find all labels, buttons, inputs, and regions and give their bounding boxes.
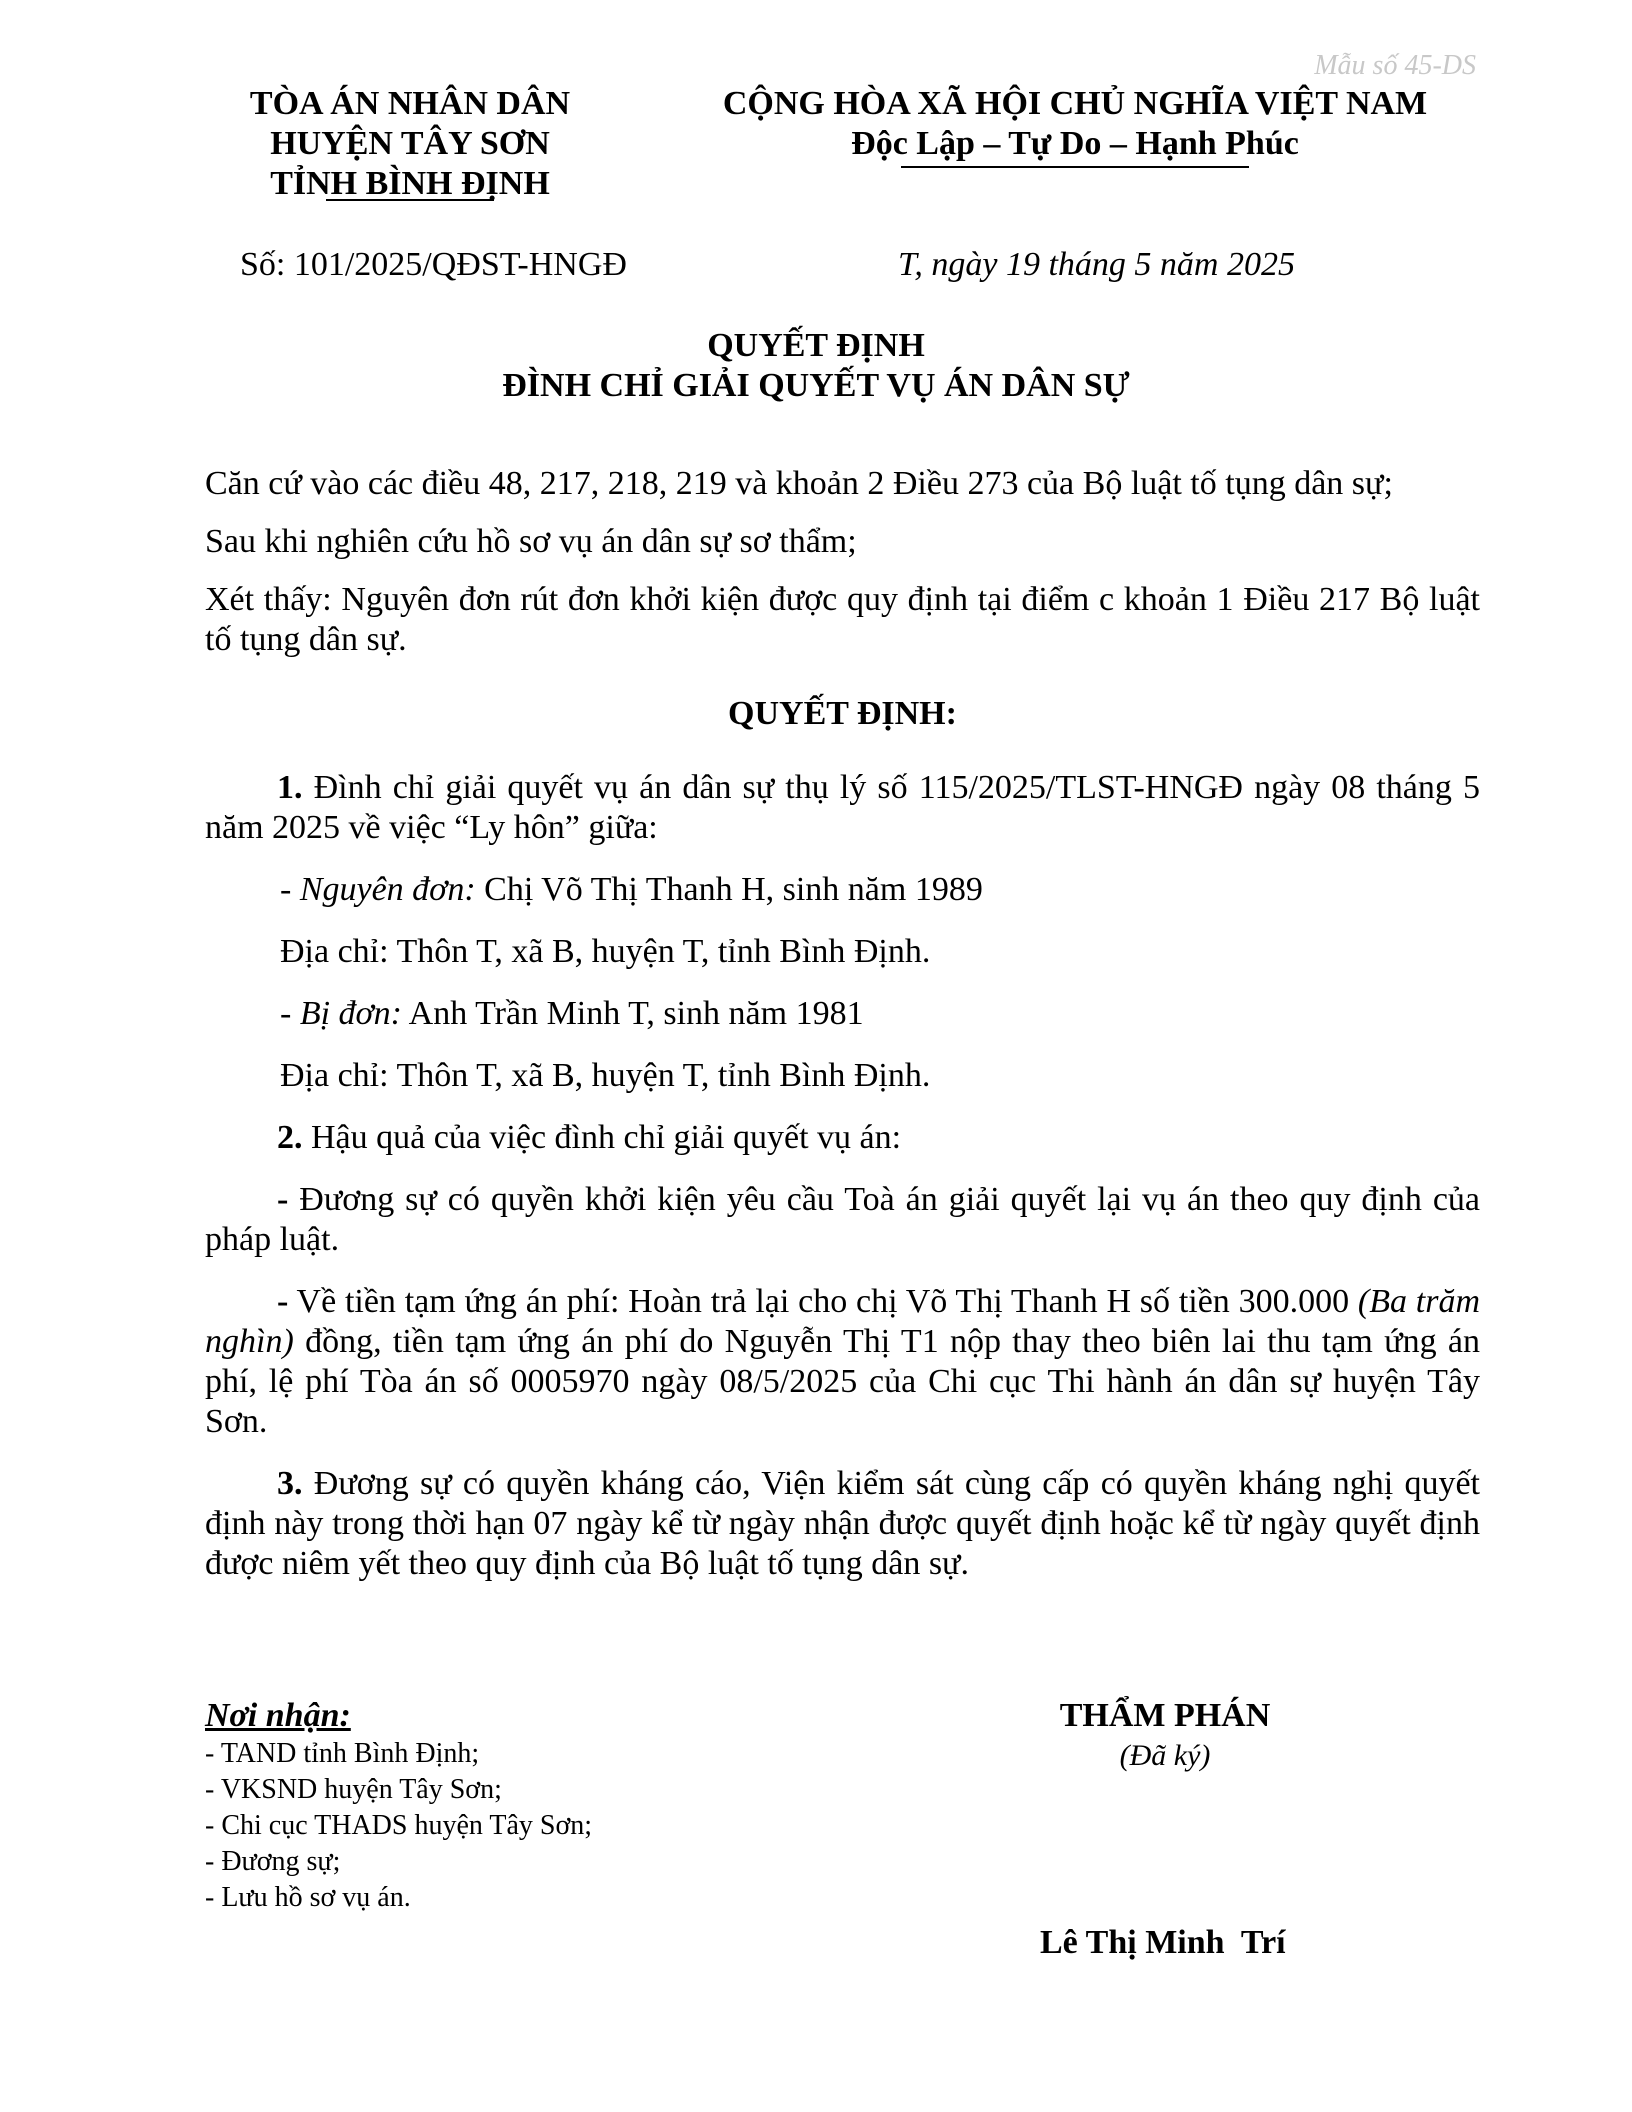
item-2-number: 2. xyxy=(277,1119,303,1156)
title-line-2: ĐÌNH CHỈ GIẢI QUYẾT VỤ ÁN DÂN SỰ xyxy=(502,367,1130,404)
document-number: Số: 101/2025/QĐST-HNGĐ xyxy=(240,246,627,283)
recipient-item: - Chi cục THADS huyện Tây Sơn; xyxy=(205,1810,593,1841)
signer-name: Lê Thị Minh Trí xyxy=(1040,1924,1286,1961)
preamble-consideration: Xét thấy: Nguyên đơn rút đơn khởi kiện được quy định tại điểm c khoản 1 Điều 217 Bộ luật tố tụng dân sự. xyxy=(205,581,1480,658)
court-line-2: HUYỆN TÂY SƠN xyxy=(270,125,550,162)
defendant-address: Địa chỉ: Thôn T, xã B, huyện T, tỉnh Bình Định. xyxy=(280,1057,931,1094)
document-title xyxy=(0,326,1632,406)
recipients-block xyxy=(205,1696,592,1916)
recipients-list xyxy=(205,1736,592,1916)
item-3-text: Đương sự có quyền kháng cáo, Viện kiểm sát cùng cấp có quyền kháng nghị quyết định này trong thời hạn 07 ngày kể từ ngày nhận được quyết định hoặc kể từ ngày quyết định được niêm yết theo quy định của Bộ luật tố tụng dân sự. xyxy=(205,1465,1480,1582)
title-line-1: QUYẾT ĐỊNH xyxy=(707,327,925,364)
item-2-text: Hậu quả của việc đình chỉ giải quyết vụ án: xyxy=(311,1119,902,1156)
plaintiff-line xyxy=(205,870,1480,910)
plaintiff-address: Địa chỉ: Thôn T, xã B, huyện T, tỉnh Bình Định. xyxy=(280,933,931,970)
recipient-item: - Lưu hồ sơ vụ án. xyxy=(205,1882,411,1913)
recipient-item: - VKSND huyện Tây Sơn; xyxy=(205,1774,502,1805)
bullet-2-text-b: đồng, tiền tạm ứng án phí do Nguyễn Thị T1 nộp thay theo biên lai thu tạm ứng án phí, lệ phí Tòa án số 0005970 ngày 08/5/2025 của Chi cục Thi hành án dân sự huyện Tây Sơn. xyxy=(205,1323,1481,1440)
item-3 xyxy=(205,1464,1480,1584)
bullet-1-dash: - xyxy=(277,1181,289,1218)
item-3-number: 3. xyxy=(277,1465,303,1502)
court-header xyxy=(190,84,630,204)
nation-motto: Độc Lập – Tự Do – Hạnh Phúc xyxy=(851,125,1299,162)
item-2-bullet-2 xyxy=(205,1282,1480,1442)
item-1-number: 1. xyxy=(277,769,303,806)
bullet-2-amount-words: (Ba trăm nghìn) xyxy=(205,1283,1481,1360)
recipient-item: - Đương sự; xyxy=(205,1846,341,1877)
item-2-bullet-1 xyxy=(205,1180,1480,1260)
nation-title: CỘNG HÒA XÃ HỘI CHỦ NGHĨA VIỆT NAM xyxy=(722,85,1428,122)
item-1 xyxy=(205,768,1480,848)
defendant-line xyxy=(205,994,1480,1034)
recipients-title: Nơi nhận: xyxy=(205,1697,351,1734)
bullet-2-dash: - xyxy=(277,1283,289,1320)
defendant-label: - Bị đơn: xyxy=(280,995,403,1032)
form-code: Mẫu số 45-DS xyxy=(1314,50,1476,81)
signer-role: THẨM PHÁN xyxy=(1059,1697,1271,1734)
court-line-1: TÒA ÁN NHÂN DÂN xyxy=(249,85,571,122)
bullet-1-text: Đương sự có quyền khởi kiện yêu cầu Toà án giải quyết lại vụ án theo quy định của pháp luật. xyxy=(205,1181,1481,1258)
signed-note: (Đã ký) xyxy=(1119,1739,1211,1772)
item-2 xyxy=(205,1118,1480,1158)
document-date: T, ngày 19 tháng 5 năm 2025 xyxy=(898,246,1295,283)
item-1-text: Đình chỉ giải quyết vụ án dân sự thụ lý số 115/2025/TLST-HNGĐ ngày 08 tháng 5 năm 2025 về việc “Ly hôn” giữa: xyxy=(205,769,1481,846)
decision-heading: QUYẾT ĐỊNH: xyxy=(728,695,957,732)
preamble-research: Sau khi nghiên cứu hồ sơ vụ án dân sự sơ thẩm; xyxy=(205,523,857,560)
preamble-basis: Căn cứ vào các điều 48, 217, 218, 219 và khoản 2 Điều 273 của Bộ luật tố tụng dân sự; xyxy=(205,465,1393,502)
motto-underline xyxy=(901,166,1249,168)
defendant-name: Anh Trần Minh T, sinh năm 1981 xyxy=(408,995,864,1032)
plaintiff-label: - Nguyên đơn: xyxy=(280,871,476,908)
bullet-2-text-a: Về tiền tạm ứng án phí: Hoàn trả lại cho chị Võ Thị Thanh H số tiền 300.000 xyxy=(296,1283,1350,1320)
recipient-item: - TAND tỉnh Bình Định; xyxy=(205,1738,480,1769)
nation-motto-wrapper xyxy=(851,124,1299,170)
document-body xyxy=(205,464,1480,1584)
national-header xyxy=(660,84,1490,170)
signature-block xyxy=(1000,1696,1330,1776)
court-line-3: TỈNH BÌNH ĐỊNH xyxy=(270,165,550,202)
plaintiff-name: Chị Võ Thị Thanh H, sinh năm 1989 xyxy=(484,871,983,908)
